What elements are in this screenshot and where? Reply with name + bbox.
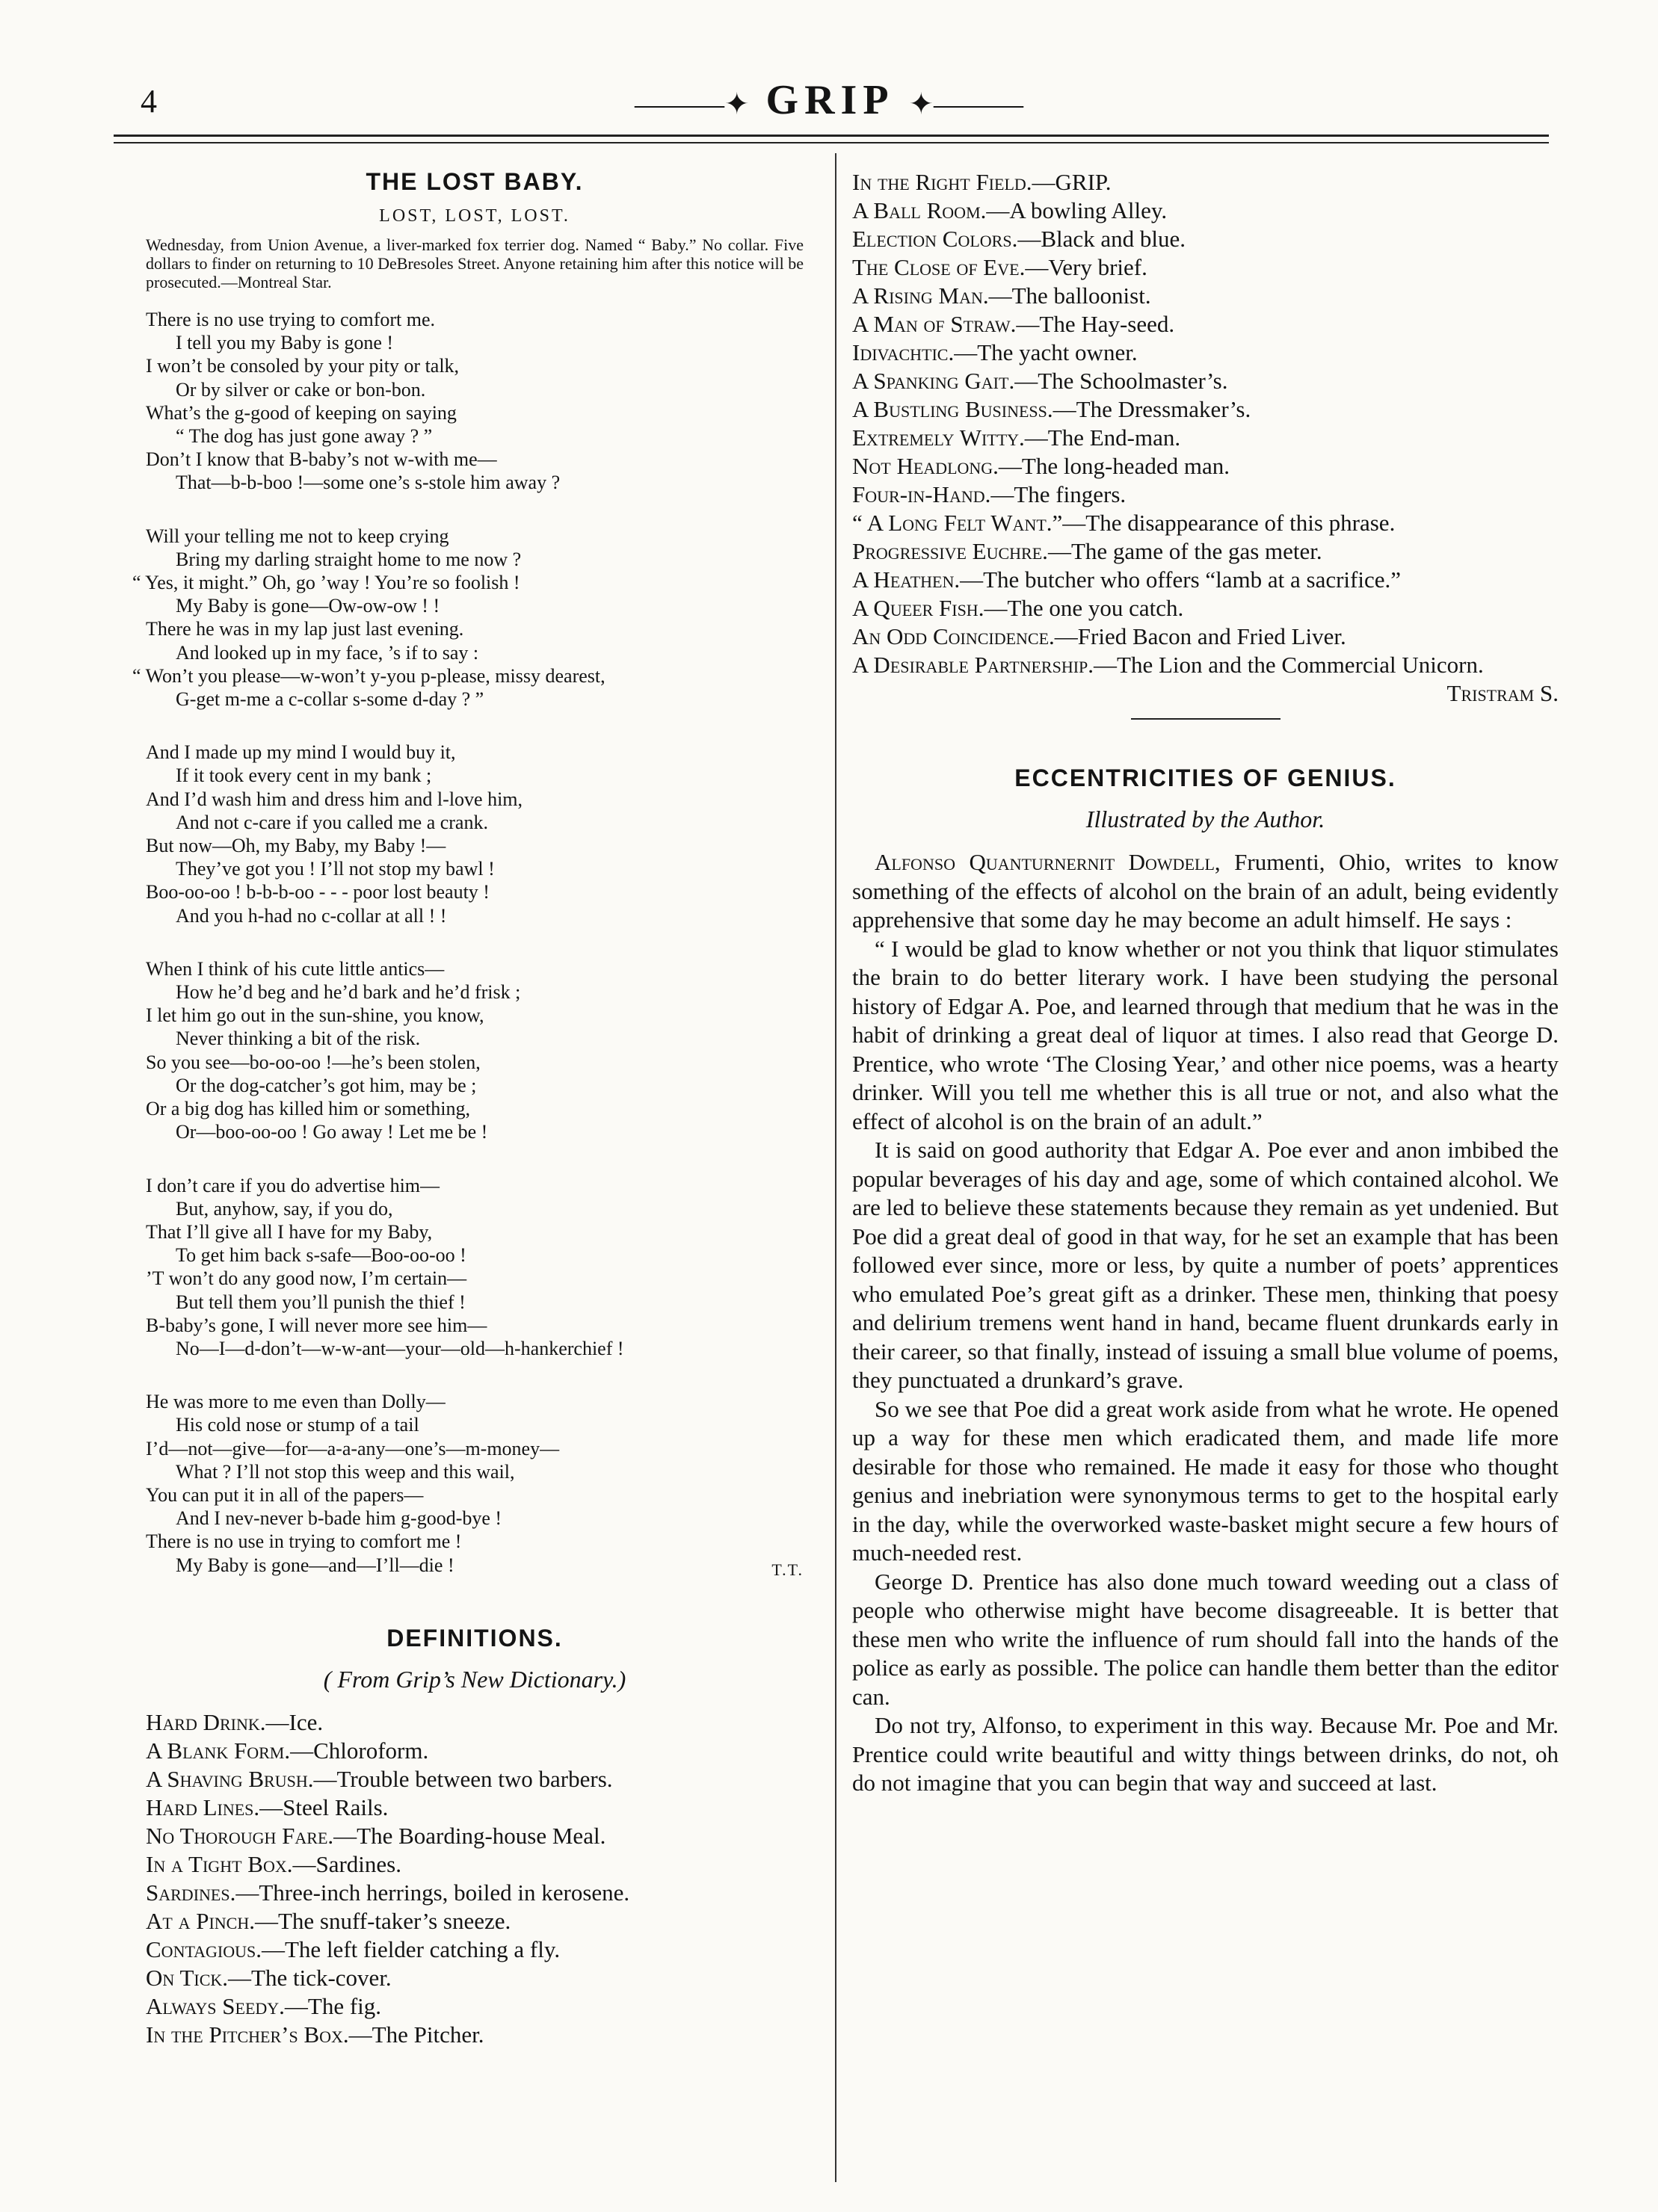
article-paragraph: George D. Prentice has also done much toward weeding out a class of people who otherwise might have become disagreeable. It is better that these men who write the influence of rum should fall into the hands of the police as early as possible. The police can handle them better than the editor can. <box>852 1568 1559 1710</box>
poem-line: How he’d beg and he’d bark and he’d frisk ; <box>176 981 521 1004</box>
definition-text: —The Lion and the Commercial Unicorn. <box>1094 652 1484 678</box>
poem-line: What ? I’ll not stop this weep and this wail, <box>176 1460 515 1483</box>
definition-term: Progressive Euchre. <box>852 538 1048 564</box>
poem-line: Or the dog-catcher’s got him, may be ; <box>176 1074 477 1096</box>
definition-item <box>146 1850 804 1879</box>
definition-item <box>146 2021 804 2049</box>
definition-text: —The yacht owner. <box>954 339 1138 365</box>
poem-line: There is no use trying to comfort me. <box>146 309 436 330</box>
masthead-ornament-left: ———✦ <box>635 87 750 121</box>
poem-line: “ Yes, it might.” Oh, go ’way ! You’re so foolish ! <box>132 572 520 594</box>
poem-line: That—b-b-boo !—some one’s s-stole him away ? <box>176 472 561 494</box>
poem-line: My Baby is gone—and—I’ll—die ! <box>176 1554 454 1576</box>
article-title: THE LOST BABY. <box>366 168 584 195</box>
poem-line: Never thinking a bit of the risk. <box>176 1028 421 1050</box>
poem-line: “ The dog has just gone away ? ” <box>176 425 433 448</box>
definition-text: —The fingers. <box>990 481 1127 507</box>
poem-stanza <box>146 741 804 927</box>
poem-line: And looked up in my face, ’s if to say : <box>176 641 479 664</box>
right-column <box>852 168 1559 1798</box>
definition-text: —Fried Bacon and Fried Liver. <box>1054 623 1346 649</box>
definition-term: The Close of Eve. <box>852 254 1026 280</box>
definition-term: A Heathen. <box>852 566 961 593</box>
poem-line: Boo-oo-oo ! b-b-b-oo - - - poor lost beauty ! <box>146 881 490 903</box>
definition-item <box>146 1907 804 1936</box>
paragraph-text: , Frumenti, Ohio, writes to know something of the effects of alcohol on the brain of an adult, being evidently apprehensive that some day he may become an adult himself. He says : <box>852 849 1559 933</box>
definition-text: —GRIP. <box>1032 169 1112 195</box>
poem-line: There is no use in trying to comfort me ! <box>146 1530 462 1553</box>
definition-item <box>852 481 1559 509</box>
masthead-title: GRIP <box>765 77 893 123</box>
definition-text: —The End-man. <box>1024 424 1181 451</box>
definition-item <box>852 395 1559 424</box>
article-body <box>852 848 1559 1798</box>
definition-text: —The long-headed man. <box>998 453 1230 479</box>
masthead-ornament-right: ✦——— <box>908 87 1023 121</box>
definition-term: “ A Long Felt Want.” <box>852 510 1063 536</box>
poem-line: There he was in my lap just last evening. <box>146 618 464 640</box>
poem-line: G-get m-me a c-collar s-some d-day ? ” <box>176 688 484 711</box>
definition-term: In a Tight Box. <box>146 1850 293 1877</box>
definition-term: A Man of Straw. <box>852 311 1017 337</box>
poem-line: So you see—bo-oo-oo !—he’s been stolen, <box>146 1051 481 1073</box>
definition-term: A Shaving Brush. <box>146 1765 314 1792</box>
poem-stanza <box>146 1174 804 1361</box>
definition-item <box>146 1992 804 2021</box>
poem-line: And I made up my mind I would buy it, <box>146 741 456 764</box>
poem-line: I’d—not—give—for—a-a-any—one’s—m-money— <box>146 1437 560 1459</box>
poem <box>132 308 804 1580</box>
definition-item <box>852 168 1559 197</box>
poem-line: I tell you my Baby is gone ! <box>176 332 394 354</box>
definition-text: —Sardines. <box>292 1850 401 1877</box>
article-paragraph <box>852 848 1559 935</box>
definition-item <box>146 1765 804 1794</box>
poem-line: I won’t be consoled by your pity or talk, <box>146 355 460 377</box>
definition-text: —Three-inch herrings, boiled in kerosene. <box>235 1879 630 1906</box>
poem-line: But, anyhow, say, if you do, <box>176 1197 393 1220</box>
definition-text: —A bowling Alley. <box>986 197 1168 223</box>
definitions-signature: Tristram S. <box>1446 680 1559 706</box>
definition-term: In the Right Field. <box>852 169 1032 195</box>
definition-term: A Blank Form. <box>146 1737 291 1764</box>
poem-line: My Baby is gone—Ow-ow-ow ! ! <box>176 595 440 617</box>
definition-term: No Thorough Fare. <box>146 1822 334 1849</box>
poem-line: You can put it in all of the papers— <box>146 1483 424 1506</box>
definition-text: —Very brief. <box>1025 254 1147 280</box>
definition-item <box>852 509 1559 537</box>
definition-text: —The snuff-taker’s sneeze. <box>254 1907 511 1934</box>
poem-line: His cold nose or stump of a tail <box>176 1414 419 1436</box>
definition-term: Hard Drink. <box>146 1708 266 1735</box>
definition-term: At a Pinch. <box>146 1907 255 1934</box>
poem-line: To get him back s-safe—Boo-oo-oo ! <box>176 1244 466 1267</box>
lead-name: Alfonso Quanturnernit Dowdell <box>875 849 1215 875</box>
definitions-list <box>146 1708 804 2049</box>
poem-stanza <box>146 1390 804 1577</box>
article-subtitle: Illustrated by the Author. <box>1085 806 1325 832</box>
definition-term: Election Colors. <box>852 226 1018 252</box>
masthead <box>0 76 1658 124</box>
article-paragraph: It is said on good authority that Edgar A. Poe ever and anon imbibed the popular beverages of his day and age, some of which contained alcohol. We are led to believe these statements because they remain as yet undenied. But Poe did a great deal of good in that way, for he set an example that has been followed ever since, more or less, by quite a number of poets’ apprentices who emulated Poe’s great gift as a drinker. These men, thinking that poesy and delirium tremens went hand in hand, became fluent drunkards early in their career, so that finally, instead of issuing a small blue volume of poems, they punctuated a drunkard’s grave. <box>852 1137 1559 1393</box>
definition-item <box>852 424 1559 452</box>
poem-line: Don’t I know that B-baby’s not w-with me— <box>146 448 497 471</box>
poem-line: And you h-had no c-collar at all ! ! <box>176 904 447 927</box>
poem-line: He was more to me even than Dolly— <box>146 1391 446 1413</box>
article-subtitle: ( From Grip’s New Dictionary.) <box>323 1665 626 1693</box>
definition-item <box>852 339 1559 367</box>
definition-text: —The fig. <box>284 1992 382 2019</box>
article-title: ECCENTRICITIES OF GENIUS. <box>1014 764 1396 791</box>
definition-text: —The Hay-seed. <box>1016 311 1175 337</box>
poem-stanza <box>146 957 804 1144</box>
poem-line: But tell them you’ll punish the thief ! <box>176 1291 466 1313</box>
poem-stanza <box>132 525 804 711</box>
definition-item <box>146 1794 804 1822</box>
definition-item <box>146 1708 804 1737</box>
definition-item <box>146 1737 804 1765</box>
definition-text: —Ice. <box>265 1708 324 1735</box>
definition-item <box>852 310 1559 339</box>
definition-text: —The tick-cover. <box>228 1964 392 1991</box>
definitions-list-continued <box>852 168 1559 720</box>
definition-text: —Chloroform. <box>290 1737 429 1764</box>
definition-text: —Steel Rails. <box>259 1794 389 1820</box>
header-rule <box>114 142 1549 143</box>
column-divider <box>835 153 836 2182</box>
article-subtitle: LOST, LOST, LOST. <box>379 206 570 226</box>
definition-item <box>852 367 1559 395</box>
poem-line: Bring my darling straight home to me now ? <box>176 548 522 570</box>
poem-line: Or by silver or cake or bon-bon. <box>176 378 426 401</box>
poem-line: B-baby’s gone, I will never more see him— <box>146 1314 487 1336</box>
poem-line: And I’d wash him and dress him and l-love him, <box>146 788 523 810</box>
definition-term: A Bustling Business. <box>852 396 1053 422</box>
definition-text: —The butcher who offers “lamb at a sacrifice.” <box>960 566 1401 593</box>
definition-item <box>852 594 1559 622</box>
definition-term: A Queer Fish. <box>852 595 984 621</box>
poem-line: That I’ll give all I have for my Baby, <box>146 1220 433 1243</box>
definition-text: —The Schoolmaster’s. <box>1014 368 1228 394</box>
definition-term: Contagious. <box>146 1936 262 1962</box>
definition-item <box>146 1879 804 1907</box>
definition-item <box>852 566 1559 594</box>
definition-term: An Odd Coincidence. <box>852 623 1055 649</box>
definition-term: Idivachtic. <box>852 339 955 365</box>
definition-term: In the Pitcher’s Box. <box>146 2021 349 2048</box>
poem-line: But now—Oh, my Baby, my Baby !— <box>146 835 446 857</box>
definition-item <box>852 452 1559 481</box>
definition-item <box>852 622 1559 651</box>
definition-text: —The game of the gas meter. <box>1047 538 1322 564</box>
section-separator <box>1131 718 1281 720</box>
definition-term: A Ball Room. <box>852 197 987 223</box>
poem-line: And I nev-never b-bade him g-good-bye ! <box>176 1507 502 1530</box>
definition-item <box>852 537 1559 566</box>
poem-line: What’s the g-good of keeping on saying <box>146 401 457 424</box>
poem-line: They’ve got you ! I’ll not stop my bawl ! <box>176 858 495 880</box>
definition-text: —The Dressmaker’s. <box>1053 396 1251 422</box>
poem-line: And not c-care if you called me a crank. <box>176 811 488 833</box>
poem-line: “ Won’t you please—w-won’t y-you p-please, missy dearest, <box>132 664 605 687</box>
definition-item <box>852 253 1559 282</box>
definition-term: Extremely Witty. <box>852 424 1025 451</box>
poem-line: I let him go out in the sun-shine, you know, <box>146 1004 484 1027</box>
article-title: DEFINITIONS. <box>386 1624 563 1652</box>
definition-item <box>146 1964 804 1992</box>
definition-item <box>852 225 1559 253</box>
article-paragraph: “ I would be glad to know whether or not you think that liquor stimulates the brain to do better literary work. I have been studying the personal history of Edgar A. Poe, and learned through that medium that he was in the habit of drinking a great deal of liquor at times. I also read that George D. Prentice, who wrote ‘The Closing Year,’ and other nice poems, was a hearty drinker. Will you tell me whether this is all true or not, and also what the effect of alcohol is on the brain of an adult.” <box>852 935 1559 1134</box>
definition-term: A Desirable Partnership. <box>852 652 1094 678</box>
definition-term: Not Headlong. <box>852 453 999 479</box>
definition-term: A Rising Man. <box>852 282 989 309</box>
poem-line: I don’t care if you do advertise him— <box>146 1174 440 1196</box>
definition-term: Hard Lines. <box>146 1794 260 1820</box>
definition-item <box>852 282 1559 310</box>
definition-item <box>146 1822 804 1850</box>
definition-item <box>146 1936 804 1964</box>
article-paragraph: Do not try, Alfonso, to experiment in this way. Because Mr. Poe and Mr. Prentice could write beautiful and witty things between drinks, do not, oh do not imagine that you can begin that way and succeed at last. <box>852 1712 1559 1796</box>
poem-line: Will your telling me not to keep crying <box>146 525 449 547</box>
article-paragraph: So we see that Poe did a great work aside from what he wrote. He opened up a way for these men which eradicated them, and made life more desirable for those who remained. He made it easy for those who thought genius and inebriation were synonymous terms to get to the hospital early in the day, while the overworked waste-basket might secure a few hours of much-needed rest. <box>852 1395 1559 1566</box>
definition-term: Four-in-Hand. <box>852 481 991 507</box>
definition-text: —The Boarding-house Meal. <box>333 1822 606 1849</box>
left-column <box>132 168 804 2049</box>
poem-line: If it took every cent in my bank ; <box>176 764 432 787</box>
definition-term: Sardines. <box>146 1879 236 1906</box>
definition-text: —The disappearance of this phrase. <box>1062 510 1396 536</box>
definition-item <box>852 651 1559 679</box>
definition-text: —Black and blue. <box>1017 226 1186 252</box>
poem-line: No—I—d-don’t—w-w-ant—your—old—h-hankerchief ! <box>176 1337 624 1359</box>
definition-text: —The Pitcher. <box>348 2021 484 2048</box>
definition-text: —The balloonist. <box>988 282 1151 309</box>
poem-line: Or—boo-oo-oo ! Go away ! Let me be ! <box>176 1121 488 1143</box>
poem-signature: T.T. <box>771 1560 804 1579</box>
definition-text: —The one you catch. <box>984 595 1184 621</box>
definition-term: On Tick. <box>146 1964 229 1991</box>
poem-line: ’T won’t do any good now, I’m certain— <box>146 1267 467 1290</box>
header-rule <box>114 135 1549 137</box>
definition-term: Always Seedy. <box>146 1992 285 2019</box>
definition-text: —The left fielder catching a fly. <box>262 1936 561 1962</box>
definition-text: —Trouble between two barbers. <box>313 1765 613 1792</box>
epigraph: Wednesday, from Union Avenue, a liver-marked fox terrier dog. Named “ Baby.” No collar. Five dollars to finder on returning to 10 DeBresoles Street. Anyone retaining him after this notice will be prosecuted.—Montreal Star. <box>146 235 804 291</box>
poem-line: When I think of his cute little antics— <box>146 957 445 980</box>
poem-line: Or a big dog has killed him or something, <box>146 1098 471 1120</box>
definition-item <box>852 197 1559 225</box>
poem-stanza <box>146 308 804 495</box>
page-number: 4 <box>141 83 157 120</box>
definition-term: A Spanking Gait. <box>852 368 1015 394</box>
